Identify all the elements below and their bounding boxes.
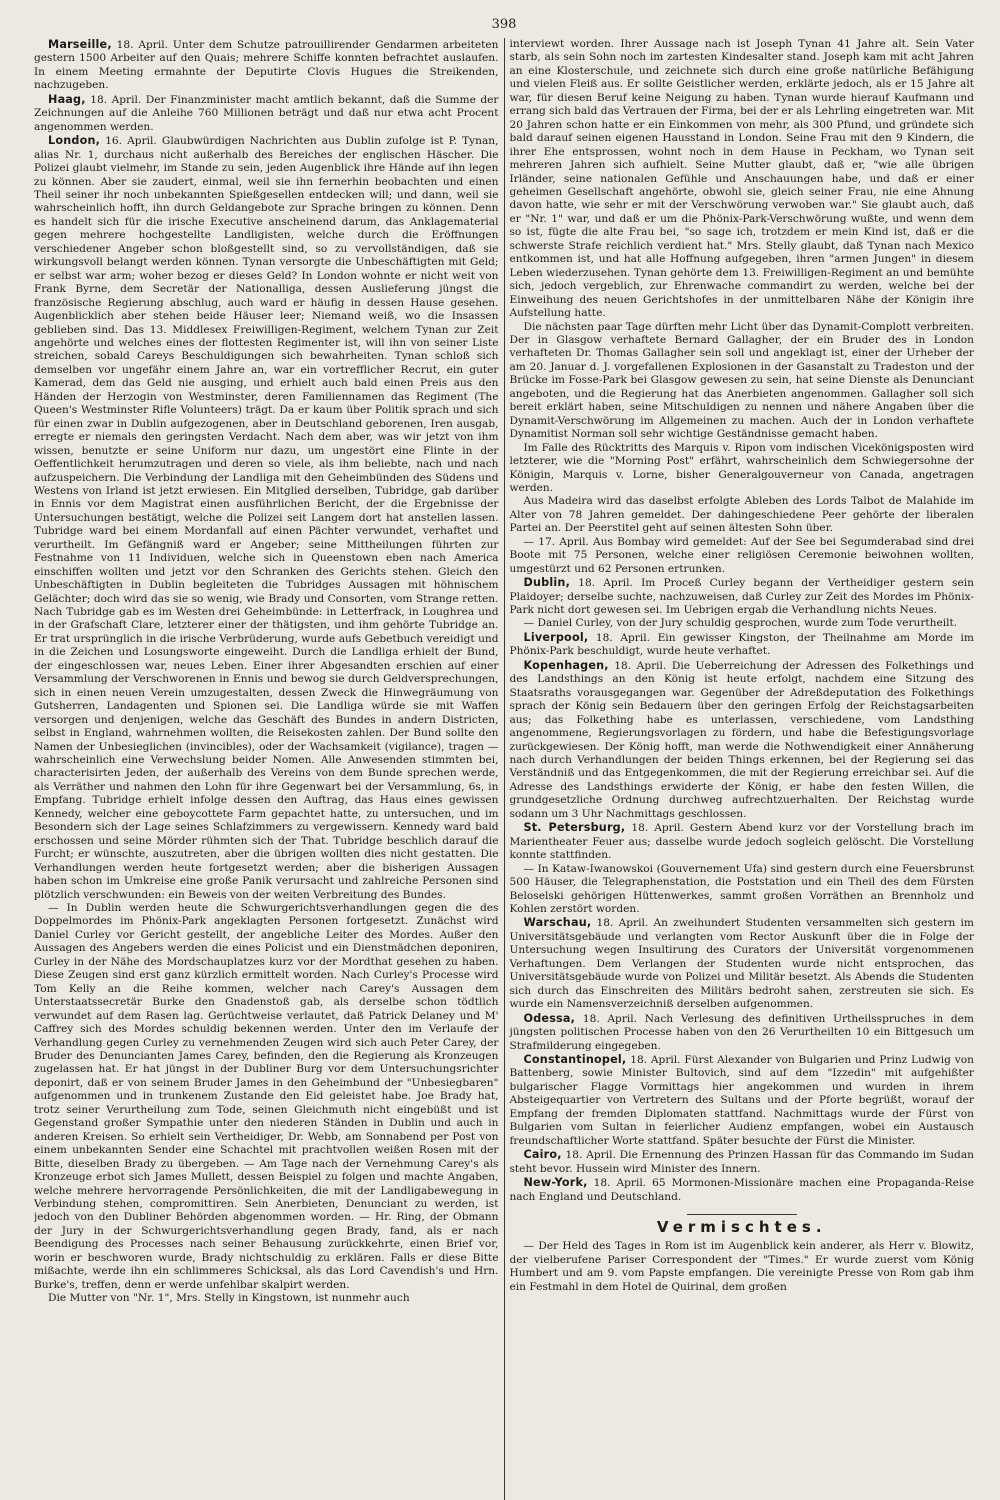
- article-paragraph: [34, 134, 499, 902]
- article-text: 18. April. Die Ueberreichung der Adressen des Folkethings und des Landsthings an den König ist heute erfolgt, nachdem eine Sitzung des Staatsraths vorausgegangen war. Gegenüber der Adreßdeputation des Folkethings sprach der König sein Bedauern über den geringen Erfolg der Reichstagsarbeiten aus; das Folkething habe es unterlassen, verschiedene, vom Landsthing angenommene, Regierungsvorlagen zu fördern, und habe die Befestigungsvorlage zurückgewiesen. Der König hofft, man werde die Nothwendigkeit einer Annäherung nach durch Verhandlungen der beiden Things erkennen, bei der Regierung sei das Verständniß und das Entgegenkommen, die mit der Regierung erreichbar sei. Auf die Adresse des Landsthings erwiderte der König, er habe den festen Willen, die grundgesetzliche Ordnung durchweg aufrechtzuerhalten. Der Reichstag wurde sodann um 3 Uhr Nachmittags geschlossen.: [509, 659, 974, 820]
- right-column: [509, 38, 974, 1500]
- article-paragraph: [34, 93, 499, 134]
- article-paragraph: [509, 442, 974, 496]
- article-paragraph: [509, 617, 974, 630]
- article-paragraph: [509, 495, 974, 535]
- dateline-place: Haag,: [48, 92, 86, 106]
- dateline-place: Odessa,: [523, 1011, 576, 1025]
- column-rule: [504, 38, 505, 1500]
- dateline-place: Cairo,: [523, 1148, 562, 1162]
- article-text: 18. April. Der Finanzminister macht amtlich bekannt, daß die Summe der Zeichnungen auf die Anleihe 760 Millionen beträgt und daß nur etwa acht Procent angenommen werden.: [34, 93, 499, 133]
- article-text: Die nächsten paar Tage dürften mehr Licht über das Dynamit-Complott verbreiten. Der in Glasgow verhaftete Bernard Gallagher, der ein Bruder des in London verhafteten Dr. Thomas Gallagher sein soll und angeklagt ist, einer der Urheber der am 20. Januar d. J. vorgefallenen Explosionen in der Gasanstalt zu Tradeston und der Brücke im Fosse-Park bei Glasgow gewesen zu sein, hat seine Dienste als Denunciant angeboten, und die Regierung hat das Anerbieten angenommen. Gallagher soll sich bereit erklärt haben, seine Mitschuldigen zu nennen und nähere Angaben über die Dynamit-Verschwörung im Allgemeinen zu machen. Auch der in London verhaftete Dynamitist Norman soll sehr wichtige Geständnisse gemacht haben.: [509, 320, 974, 441]
- article-paragraph: [34, 902, 499, 1292]
- article-text: Aus Madeira wird das daselbst erfolgte Ableben des Lords Talbot de Malahide im Alter von 78 Jahren gemeldet. Der dahingeschiedene Peer gehörte der liberalen Partei an. Der Peerstitel geht auf seinen ältesten Sohn über.: [509, 495, 974, 535]
- dateline-place: Dublin,: [523, 576, 571, 590]
- article-paragraph: [509, 1012, 974, 1053]
- right-column-articles: [509, 38, 974, 1204]
- section-divider: [687, 1214, 797, 1215]
- article-text: Die Mutter von "Nr. 1", Mrs. Stelly in Kingstown, ist nunmehr auch: [48, 1292, 410, 1305]
- article-paragraph: [509, 821, 974, 862]
- dateline-place: London,: [48, 134, 101, 148]
- left-column: [34, 38, 499, 1500]
- article-text: — In Dublin werden heute die Schwurgerichtsverhandlungen gegen die des Doppelmordes im Phönix-Park angeklagten Personen fortgesetzt. Zunächst wird Daniel Curley vor Gericht gestellt, der angebliche Leiter des Mordes. Außer den Aussagen des Angebers werden die eines Policist und ein Dienstmädchen deponiren, Curley in der Nähe des Mordschauplatzes kurz vor der Mordthat gesehen zu haben. Diese Zeugen sind erst ganz kürzlich ermittelt worden. Nach Curley's Processe wird Tom Kelly an die Reihe kommen, welcher nach Carey's Aussagen dem Unterstaatssecretär Burke den Gnadenstoß gab, als derselbe schon tödtlich verwundet auf dem Rasen lag. Gerüchtweise verlautet, daß Patrick Delaney und M' Caffrey sich des Mordes schuldig bekennen werden. Unter den im Verlaufe der Verhandlung gegen Curley zu vernehmenden Zeugen wird sich auch Peter Carey, der Bruder des Denuncianten James Carey, befinden, den die Regierung als Kronzeugen zugelassen hat. Er hat jüngst in der Dubliner Burg vor dem Untersuchungsrichter deponirt, daß er von seinem Bruder James in den Geheimbund der "Unbesiegbaren" aufgenommen und in trunkenem Zustande den Eid geleistet habe. Joe Brady hat, trotz seiner Verurtheilung zum Tode, seinen Gleichmuth nicht eingebüßt und ist Gegenstand großer Sympathie unter den niederen Ständen in Dublin und auch in anderen Kreisen. So erhielt sein Vertheidiger, Dr. Webb, am Sonnabend per Post von einem unbekannten Sender eine Schachtel mit prachtvollen weißen Rosen mit der Bitte, dieselben Brady zu übergeben. — Am Tage nach der Vernehmung Carey's als Kronzeuge erbot sich James Mullett, dessen Beispiel zu folgen und machte Angaben, welche mehrere hervorragende Persönlichkeiten, die mit der Landligabewegung in Verbindung stehen, compromittiren. Sein Anerbieten, Denunciant zu werden, ist jedoch von den Dubliner Behörden abgenommen worden. — Hr. Ring, der Obmann der Jury in der Schwurgerichtsverhandlung gegen Brady, fand, als er nach Beendigung des Processes nach seiner Behausung zurückkehrte, einen Brief vor, worin er beschworen wurde, Brady nichtschuldig zu erklären. Falls er diese Bitte mißachte, werde ihn ein schlimmeres Schicksal, als das Lord Cavendish's und Hrn. Burke's, treffen, denn er werde unfehlbar skalpirt werden.: [34, 902, 499, 1291]
- article-text: — Der Held des Tages in Rom ist im Augenblick kein anderer, als Herr v. Blowitz, der vielberufene Pariser Correspondent der "Times." Er wurde zuerst vom König Humbert und am 9. vom Papste empfangen. Die vereinigte Presse von Rom gab ihm ein Festmahl in dem Hotel de Quirinal, dem großen: [509, 1240, 974, 1293]
- article-text: interviewt worden. Ihrer Aussage nach ist Joseph Tynan 41 Jahre alt. Sein Vater starb, als sein Sohn noch im zartesten Kindesalter stand. Joseph kam mit acht Jahren an eine Klosterschule, und zeichnete sich durch eine große natürliche Befähigung und vielen Fleiß aus. Er sollte Geistlicher werden, erklärte jedoch, als er 15 Jahre alt war, für diesen Beruf keine Neigung zu haben. Tynan wurde hierauf Kaufmann und errang sich bald das Vertrauen der Firma, bei der er als Lehrling eingetreten war. Mit 20 Jahren schon hatte er ein Einkommen von mehr, als 300 Pfund, und gründete sich bald darauf seinen eigenen Hausstand in London. Seine Frau mit den 9 Kindern, die ihrer Ehe entsprossen, wohnt noch in dem Hause in Peckham, wo Tynan seit mehreren Jahren sich aufhielt. Seine Mutter glaubt, daß er, "wie alle übrigen Irländer, seine nationalen Gefühle und Anschauungen habe, und daß er einer geheimen Gesellschaft angehörte, obwohl sie, gleich seiner Frau, nie eine Ahnung davon hatte, wie sehr er mit der Verschwörung verwoben war." Sie glaubt auch, daß er "Nr. 1" war, und daß er um die Phönix-Park-Verschwörung wußte, und wenn dem so ist, fügte die alte Frau bei, "so sage ich, trotzdem er mein Kind ist, daß er die schwerste Strafe reichlich verdient hat." Mrs. Stelly glaubt, daß Tynan nach Mexico entkommen ist, und hat alle Hoffnung aufgegeben, ihren "armen Jungen" in diesem Leben wiederzusehen. Tynan gehörte dem 13. Freiwilligen-Regiment an und bemühte sich, jedoch vergeblich, zur Ehrenwache commandirt zu werden, welche bei der Einweihung des neuen Gerichtshofes in der unmittelbaren Nähe der Königin ihre Aufstellung hatte.: [509, 38, 974, 320]
- article-text: 18. April. An zweihundert Studenten versammelten sich gestern im Universitätsgebäude und verlangten vom Rector Auskunft über die in Folge der Untersuchung wegen Insultirung des Curators der Universität vorgenommenen Verhaftungen. Dem Verlangen der Studenten wurde nicht entsprochen, das Universitätsgebäude wurde von Polizei und Militär besetzt. Als Abends die Studenten sich durch das Einschreiten des Militärs bedroht sahen, zerstreuten sie sich. Es wurde ein Namensverzeichniß derselben aufgenommen.: [509, 917, 974, 1011]
- dateline-place: New-York,: [523, 1176, 588, 1190]
- article-text: 18. April. 65 Mormonen-Missionäre machen eine Propaganda-Reise nach England und Deutschland.: [509, 1177, 974, 1203]
- article-text: 18. April. Ein gewisser Kingston, der Theilnahme am Morde im Phönix-Park beschuldigt, wurde heute verhaftet.: [509, 631, 974, 658]
- article-text: — Daniel Curley, von der Jury schuldig gesprochen, wurde zum Tode verurtheilt.: [523, 617, 958, 630]
- article-paragraph: [509, 321, 974, 442]
- dateline-place: Warschau,: [523, 916, 592, 930]
- article-paragraph: [509, 916, 974, 1011]
- article-paragraph: [509, 1053, 974, 1148]
- article-text: — 17. April. Aus Bombay wird gemeldet: Auf der See bei Segumderabad sind drei Boote mit 75 Personen, welche einer religiösen Ceremonie beiwohnen wollten, umgestürzt und 62 Personen ertrunken.: [509, 535, 974, 575]
- article-paragraph: [509, 536, 974, 576]
- article-paragraph: [509, 38, 974, 321]
- article-text: — In Kataw-Iwanowskoi (Gouvernement Ufa) sind gestern durch eine Feuersbrunst 500 Häuser, die Telegraphenstation, die Poststation und ein Theil des dem Fürsten Beloselski gehörigen Hüttenwerkes, sammt großen Vorräthen an Brennholz und Kohlen zerstört worden.: [509, 862, 974, 915]
- article-paragraph: [509, 576, 974, 617]
- article-text: 18. April. Gestern Abend kurz vor der Vorstellung brach im Marientheater Feuer aus; dasselbe wurde jedoch sogleich gelöscht. Die Vorstellung konnte stattfinden.: [509, 822, 974, 862]
- article-text: 18. April. Nach Verlesung des definitiven Urtheilsspruches in dem jüngsten politischen Processe haben von den 26 Verurtheilten 10 ein Bittgesuch um Strafmilderung eingegeben.: [509, 1012, 974, 1052]
- article-paragraph: [509, 1176, 974, 1204]
- column-container: [34, 38, 974, 1500]
- dateline-place: Marseille,: [48, 38, 112, 51]
- section-title: Vermischtes.: [656, 1217, 827, 1236]
- article-paragraph: [509, 631, 974, 659]
- dateline-place: Constantinopel,: [523, 1052, 627, 1066]
- dateline-place: Liverpool,: [523, 630, 589, 644]
- article-text: 18. April. Die Ernennung des Prinzen Hassan für das Commando im Sudan steht bevor. Hussein wird Minister des Innern.: [509, 1149, 974, 1175]
- article-text: 16. April. Glaubwürdigen Nachrichten aus Dublin zufolge ist P. Tynan, alias Nr. 1, durchaus nicht außerhalb des Bereiches der englischen Häscher. Die Polizei glaubt vielmehr, im Stande zu sein, jeden Augenblick ihre Hände auf ihn legen zu können. Aber sie zaudert, einmal, weil sie ihn fernerhin beobachten und einen Theil seiner ihr noch unbekannten Spießgesellen entdecken will; und dann, weil sie wahrscheinlich hofft, ihn durch Geldangebote zur Sprache bringen zu können. Denn es handelt sich für die irische Executive anscheinend darum, das Anklagematerial gegen mehrere hochgestellte Landligisten, welche durch die Eröffnungen verschiedener Angeber schon bloßgestellt sind, so zu vervollständigen, daß sie wirkungsvoll belangt werden können. Tynan versorgte die Unbeschäftigten mit Geld; er selbst war arm; woher bezog er dieses Geld? In London wohnte er nicht weit von Frank Byrne, dem Secretär der Nationalliga, dessen Auslieferung jüngst die französische Regierung abschlug, auch ward er häufig in dessen Hause gesehen. Augenblicklich aber stehen beide Häuser leer; Niemand weiß, wo die Insassen geblieben sind. Das 13. Middlesex Freiwilligen-Regiment, welchem Tynan zur Zeit angehörte und welches eines der flottesten Regimenter ist, will ihn von seiner Liste streichen, sobald Careys Beschuldigungen sich bewahrheiten. Tynan schloß sich demselben vor ungefähr einem Jahre an, war ein vortrefflicher Recrut, ein guter Kamerad, dem das Geld nie ausging, und erhielt auch bald einen Preis aus den Händen der Herzogin von Westminster, deren Familiennamen das Regiment (The Queen's Westminster Rifle Volunteers) trägt. Da er kaum über Politik sprach und sich für einen zwar in Dublin aufgezogenen, aber in Deutschland geborenen, Iren ausgab, erregte er niemals den geringsten Verdacht. Nach dem aber, was wir jetzt von ihm wissen, benutzte er seine Uniform nur dazu, um ungestört eine Flinte in der Oeffentlichkeit herumzutragen und deren so viele, als ihm beliebte, nach und nach aufzuspeichern. Die Verbindung der Landliga mit den Geheimbünden des Südens und Westens von Irland ist jetzt erwiesen. Ein Mitglied derselben, Tubridge, gab darüber in Ennis vor dem Magistrat einen ausführlichen Bericht, der die Ergebnisse der Untersuchungen bestätigt, welche die Polizei seit Langem dort hat anstellen lassen. Tubridge ward bei einem Mordanfall auf einen Pächter verwundet, verhaftet und verurtheilt. Im Gefängniß ward er Angeber; seine Mittheilungen führten zur Festnahme von 11 Individuen, welche sich in Queenstown eben nach America einschiffen wollten und jetzt vor den Schranken des Gerichts stehen. Gleich den Unbeschäftigten in Dublin begleiteten die Tubridges Aussagen mit höhnischem Gelächter; doch wird das sie so wenig, wie Brady und Consorten, vom Strange retten. Nach Tubridge gab es im Westen drei Geheimbünde: in Letterfrack, in Loughrea und in der Grafschaft Clare, letzterer einer der thätigsten, und ihm gehörte Tubridge an. Er trat ursprünglich in die irische Verbrüderung, wurde aufs Gebetbuch vereidigt und in die Zeichen und Losungsworte eingeweiht. Durch die Landliga erhielt der Bund, der eingeschlossen war, neues Leben. Einer ihrer Abgesandten erschien auf einer Versammlung der Verschworenen in Ennis und bewog sie durch Geldversprechungen, sich in einen neuen Verein umzugestalten, dessen Zweck die Hinwegräumung von Gutsherren, Landagenten und Spionen sei. Die Landliga würde sie mit Waffen versorgen und denjenigen, welche das Geschäft des Bundes in andern Districten, selbst in England, wahrnehmen wollten, die Reisekosten zahlen. Der Bund sollte den Namen der Unbesieglichen (invincibles), oder der Wachsamkeit (vigilance), tragen — wahrscheinlich eine Verwechslung beider Nomen. Alle Anwesenden stimmten bei, characterisirten Jeden, der außerhalb des Vereins von dem Bunde sprechen werde, als Verräther und nahmen den Lohn für ihre Gegenwart bei der Versammlung, 6s, in Empfang. Tubridge erhielt infolge dessen den Auftrag, das Haus eines gewissen Kennedy, welcher eine geboycottete Farm gepachtet hatte, zu untersuchen, und im Besondern sich der Lage seines Schlafzimmers zu vergewissern. Kennedy ward bald erschossen und seine Mörder rühmten sich der That. Tubridge beschlich darauf die Furcht; er wünschte, auszutreten, aber die übrigen wollten dies nicht gestatten. Die Verhandlungen werden heute fortgesetzt werden; aber die bisherigen Aussagen haben schon im Umkreise eine große Panik verursacht und zahlreiche Personen sind plötzlich verschwunden: ein Beweis von der weiten Verbreitung des Bundes.: [34, 135, 499, 901]
- dateline-place: St. Petersburg,: [523, 821, 626, 835]
- article-paragraph: [34, 1292, 499, 1305]
- article-paragraph: [509, 1148, 974, 1176]
- dateline-place: Kopenhagen,: [523, 658, 609, 672]
- article-text: 18. April. Fürst Alexander von Bulgarien und Prinz Ludwig von Battenberg, sowie Minister Bultovich, sind auf dem "Izzedin" mit aufgehißter bulgarischer Flagge Vormittags hier angekommen und wurden in ihrem Absteigequartier von Vertretern des Sultans und der Pforte begrüßt, worauf der Empfang der fremden Diplomaten stattfand. Nachmittags wurde der Fürst von Bulgarien vom Sultan in feierlicher Audienz empfangen, wobei ein Austausch freundschaftlicher Worte stattfand. Später besuchte der Fürst die Minister.: [509, 1053, 974, 1147]
- article-paragraph: [509, 1240, 974, 1294]
- section-articles: [509, 1240, 974, 1294]
- article-paragraph: [34, 38, 499, 93]
- page-number: 398: [491, 17, 517, 32]
- article-paragraph: [509, 659, 974, 821]
- article-text: 18. April. Im Proceß Curley begann der Vertheidiger gestern sein Plaidoyer; derselbe suchte, nachzuweisen, daß Curley zur Zeit des Mordes im Phönix-Park nicht dort gewesen sei. Im Uebrigen ergab die Verhandlung nichts Neues.: [509, 577, 974, 617]
- article-text: Im Falle des Rücktritts des Marquis v. Ripon vom indischen Vicekönigsposten wird letzterer, wie die "Morning Post" erfährt, wahrscheinlich dem Schwiegersohne der Königin, Marquis v. Lorne, bisher Generalgouverneur von Canada, angetragen werden.: [509, 441, 974, 494]
- article-paragraph: [509, 863, 974, 917]
- article-text: 18. April. Unter dem Schutze patrouillirender Gendarmen arbeiteten gestern 1500 Arbeiter auf den Quais; mehrere Schiffe konnten befrachtet auslaufen. In einem Meeting ermahnte der Deputirte Clovis Hugues die Streikenden, nachzugeben.: [34, 39, 499, 92]
